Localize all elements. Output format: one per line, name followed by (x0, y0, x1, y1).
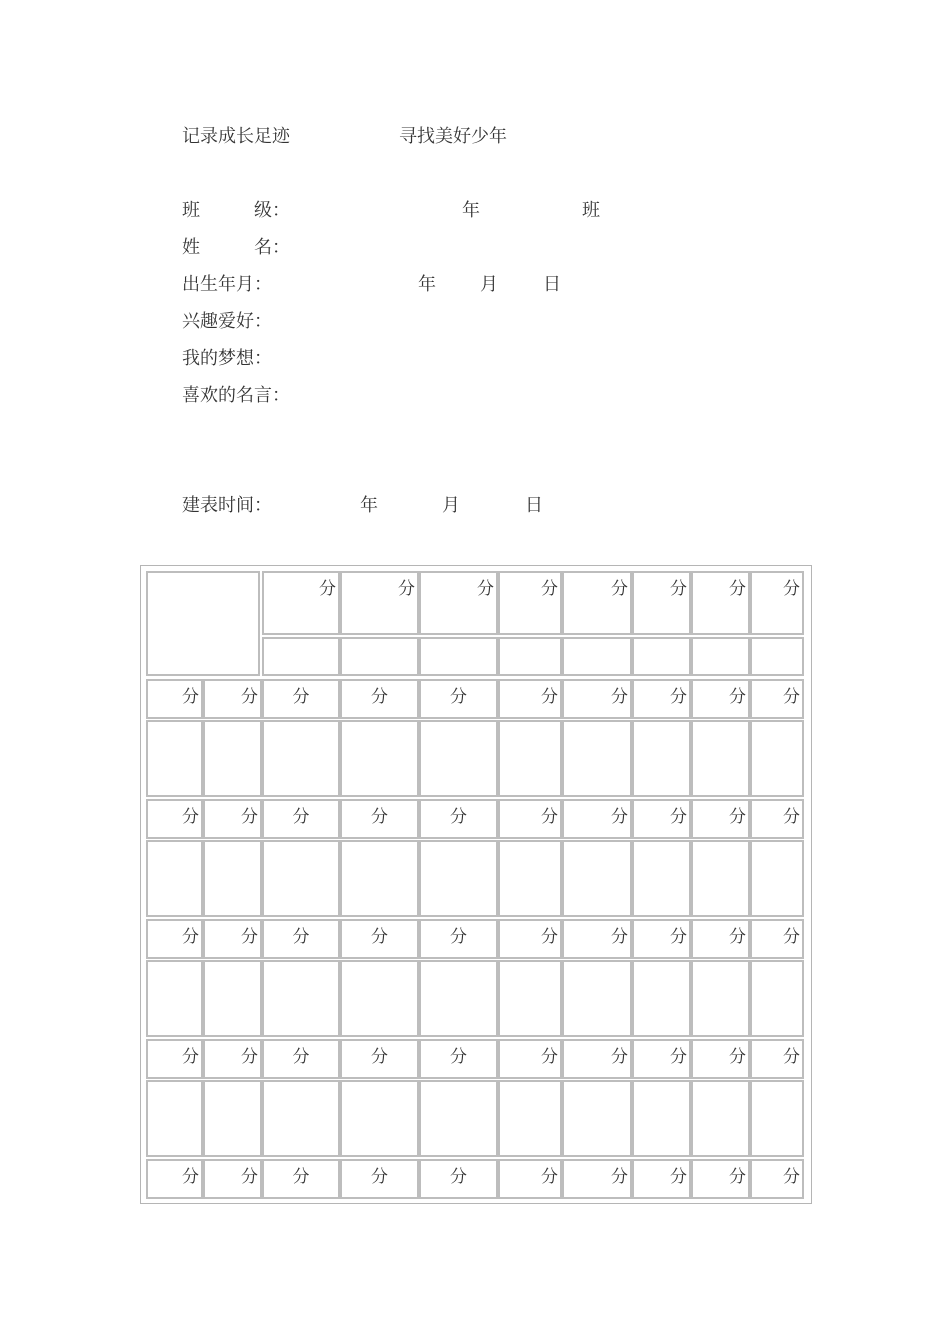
top-blank-cell (562, 637, 632, 676)
score-unit-label: 分 (670, 927, 687, 947)
score-unit-label: 分 (783, 807, 800, 827)
score-cell (750, 1039, 804, 1079)
score-unit-label: 分 (182, 1167, 199, 1187)
top-blank-cell (498, 637, 562, 676)
merged-corner-cell (146, 571, 260, 676)
blank-cell (340, 840, 419, 917)
score-unit-label: 分 (541, 807, 558, 827)
birth-month-text: 月 (480, 274, 498, 295)
top-score-cell (419, 571, 498, 635)
score-unit-label: 分 (670, 1047, 687, 1067)
score-unit-label: 分 (729, 1167, 746, 1187)
score-unit-label: 分 (729, 687, 746, 707)
score-unit-label: 分 (398, 579, 415, 599)
top-blank-cell (691, 637, 750, 676)
score-cell (262, 679, 340, 719)
score-cell (691, 1159, 750, 1199)
score-unit-label: 分 (729, 1047, 746, 1067)
score-cell (419, 919, 498, 959)
score-unit-label: 分 (477, 579, 494, 599)
score-cell (498, 679, 562, 719)
score-unit-label: 分 (371, 807, 388, 827)
top-score-cell (498, 571, 562, 635)
blank-cell (632, 840, 691, 917)
blank-cell (750, 1080, 804, 1157)
score-unit-label: 分 (182, 927, 199, 947)
blank-cell (146, 1080, 203, 1157)
score-unit-label: 分 (450, 807, 467, 827)
score-cell (498, 799, 562, 839)
top-score-cell (262, 571, 340, 635)
blank-cell (419, 1080, 498, 1157)
blank-cell (203, 720, 262, 797)
score-cell (632, 799, 691, 839)
score-cell (203, 1159, 262, 1199)
score-cell (419, 799, 498, 839)
score-cell (562, 679, 632, 719)
blank-cell (562, 840, 632, 917)
score-unit-label: 分 (541, 579, 558, 599)
score-cell (262, 919, 340, 959)
blank-cell (262, 1080, 340, 1157)
score-cell (203, 679, 262, 719)
score-unit-label: 分 (182, 807, 199, 827)
score-cell (562, 919, 632, 959)
blank-cell (498, 720, 562, 797)
score-unit-label: 分 (292, 927, 310, 947)
score-unit-label: 分 (292, 1167, 310, 1187)
score-unit-label: 分 (450, 687, 467, 707)
motto-label: 喜欢的名言： (182, 385, 290, 406)
score-unit-label: 分 (371, 927, 388, 947)
score-unit-label: 分 (783, 1167, 800, 1187)
score-unit-label: 分 (182, 687, 199, 707)
top-score-cell (632, 571, 691, 635)
score-unit-label: 分 (241, 927, 258, 947)
score-unit-label: 分 (611, 807, 628, 827)
score-unit-label: 分 (541, 1167, 558, 1187)
score-unit-label: 分 (670, 687, 687, 707)
score-cell (750, 1159, 804, 1199)
score-unit-label: 分 (670, 807, 687, 827)
blank-cell (419, 960, 498, 1037)
blank-cell (498, 840, 562, 917)
blank-cell (632, 1080, 691, 1157)
score-unit-label: 分 (450, 927, 467, 947)
score-cell (632, 679, 691, 719)
score-unit-label: 分 (292, 687, 310, 707)
score-unit-label: 分 (241, 807, 258, 827)
blank-cell (146, 720, 203, 797)
blank-cell (262, 960, 340, 1037)
top-score-cell (691, 571, 750, 635)
score-unit-label: 分 (783, 579, 800, 599)
score-unit-label: 分 (611, 1047, 628, 1067)
created-label: 建表时间： (182, 495, 272, 516)
blank-cell (691, 1080, 750, 1157)
score-unit-label: 分 (541, 1047, 558, 1067)
score-cell (632, 1039, 691, 1079)
blank-cell (750, 720, 804, 797)
score-unit-label: 分 (371, 1047, 388, 1067)
score-cell (562, 1039, 632, 1079)
score-cell (203, 1039, 262, 1079)
blank-cell (340, 1080, 419, 1157)
blank-cell (562, 960, 632, 1037)
score-unit-label: 分 (611, 579, 628, 599)
blank-cell (340, 960, 419, 1037)
score-unit-label: 分 (319, 579, 336, 599)
score-cell (498, 1039, 562, 1079)
score-cell (750, 799, 804, 839)
score-unit-label: 分 (292, 1047, 310, 1067)
score-cell (262, 799, 340, 839)
score-unit-label: 分 (783, 687, 800, 707)
score-cell (146, 919, 203, 959)
score-cell (203, 919, 262, 959)
score-cell (691, 799, 750, 839)
top-blank-cell (419, 637, 498, 676)
top-blank-cell (632, 637, 691, 676)
top-score-cell (562, 571, 632, 635)
score-unit-label: 分 (241, 687, 258, 707)
blank-cell (203, 840, 262, 917)
score-unit-label: 分 (292, 807, 310, 827)
blank-cell (340, 720, 419, 797)
blank-cell (632, 960, 691, 1037)
score-cell (146, 679, 203, 719)
score-cell (750, 679, 804, 719)
created-day-text: 日 (525, 495, 543, 516)
score-cell (419, 1159, 498, 1199)
score-cell (340, 1159, 419, 1199)
score-cell (262, 1039, 340, 1079)
birth-label: 出生年月： (182, 274, 272, 295)
score-cell (419, 1039, 498, 1079)
score-cell (632, 919, 691, 959)
score-unit-label: 分 (241, 1047, 258, 1067)
score-unit-label: 分 (371, 687, 388, 707)
score-cell (691, 679, 750, 719)
score-unit-label: 分 (541, 687, 558, 707)
score-unit-label: 分 (611, 687, 628, 707)
blank-cell (419, 720, 498, 797)
score-cell (498, 1159, 562, 1199)
score-unit-label: 分 (182, 1047, 199, 1067)
score-unit-label: 分 (670, 1167, 687, 1187)
top-blank-cell (750, 637, 804, 676)
header-right-title: 寻找美好少年 (399, 126, 507, 147)
class-unit-text: 班 (582, 200, 600, 221)
score-cell (340, 1039, 419, 1079)
top-blank-cell (262, 637, 340, 676)
score-unit-label: 分 (541, 927, 558, 947)
class-label: 班 级： (182, 200, 290, 221)
score-unit-label: 分 (783, 927, 800, 947)
score-unit-label: 分 (241, 1167, 258, 1187)
blank-cell (562, 720, 632, 797)
score-unit-label: 分 (371, 1167, 388, 1187)
blank-cell (750, 840, 804, 917)
blank-cell (262, 840, 340, 917)
blank-cell (203, 1080, 262, 1157)
score-cell (146, 1159, 203, 1199)
score-cell (340, 799, 419, 839)
score-unit-label: 分 (729, 807, 746, 827)
blank-cell (146, 960, 203, 1037)
created-year-text: 年 (360, 495, 378, 516)
score-cell (632, 1159, 691, 1199)
score-cell (340, 679, 419, 719)
score-unit-label: 分 (450, 1047, 467, 1067)
score-cell (691, 1039, 750, 1079)
score-cell (562, 1159, 632, 1199)
blank-cell (203, 960, 262, 1037)
top-score-cell (340, 571, 419, 635)
score-unit-label: 分 (611, 1167, 628, 1187)
blank-cell (498, 1080, 562, 1157)
blank-cell (562, 1080, 632, 1157)
score-unit-label: 分 (670, 579, 687, 599)
blank-cell (691, 960, 750, 1037)
score-unit-label: 分 (611, 927, 628, 947)
header-left-title: 记录成长足迹 (182, 126, 290, 147)
dream-label: 我的梦想： (182, 348, 272, 369)
birth-day-text: 日 (543, 274, 561, 295)
blank-cell (419, 840, 498, 917)
blank-cell (750, 960, 804, 1037)
blank-cell (691, 840, 750, 917)
top-score-cell (750, 571, 804, 635)
created-month-text: 月 (442, 495, 460, 516)
score-cell (498, 919, 562, 959)
score-unit-label: 分 (729, 579, 746, 599)
blank-cell (146, 840, 203, 917)
name-label: 姓 名： (182, 237, 290, 258)
score-cell (750, 919, 804, 959)
score-cell (146, 1039, 203, 1079)
score-cell (203, 799, 262, 839)
blank-cell (691, 720, 750, 797)
score-cell (146, 799, 203, 839)
score-cell (562, 799, 632, 839)
score-grid (140, 565, 812, 1204)
blank-cell (498, 960, 562, 1037)
score-cell (419, 679, 498, 719)
hobby-label: 兴趣爱好： (182, 311, 272, 332)
score-unit-label: 分 (783, 1047, 800, 1067)
score-unit-label: 分 (450, 1167, 467, 1187)
class-year-text: 年 (462, 200, 480, 221)
top-blank-cell (340, 637, 419, 676)
score-cell (262, 1159, 340, 1199)
score-cell (340, 919, 419, 959)
birth-year-text: 年 (418, 274, 436, 295)
blank-cell (632, 720, 691, 797)
score-unit-label: 分 (729, 927, 746, 947)
blank-cell (262, 720, 340, 797)
score-cell (691, 919, 750, 959)
